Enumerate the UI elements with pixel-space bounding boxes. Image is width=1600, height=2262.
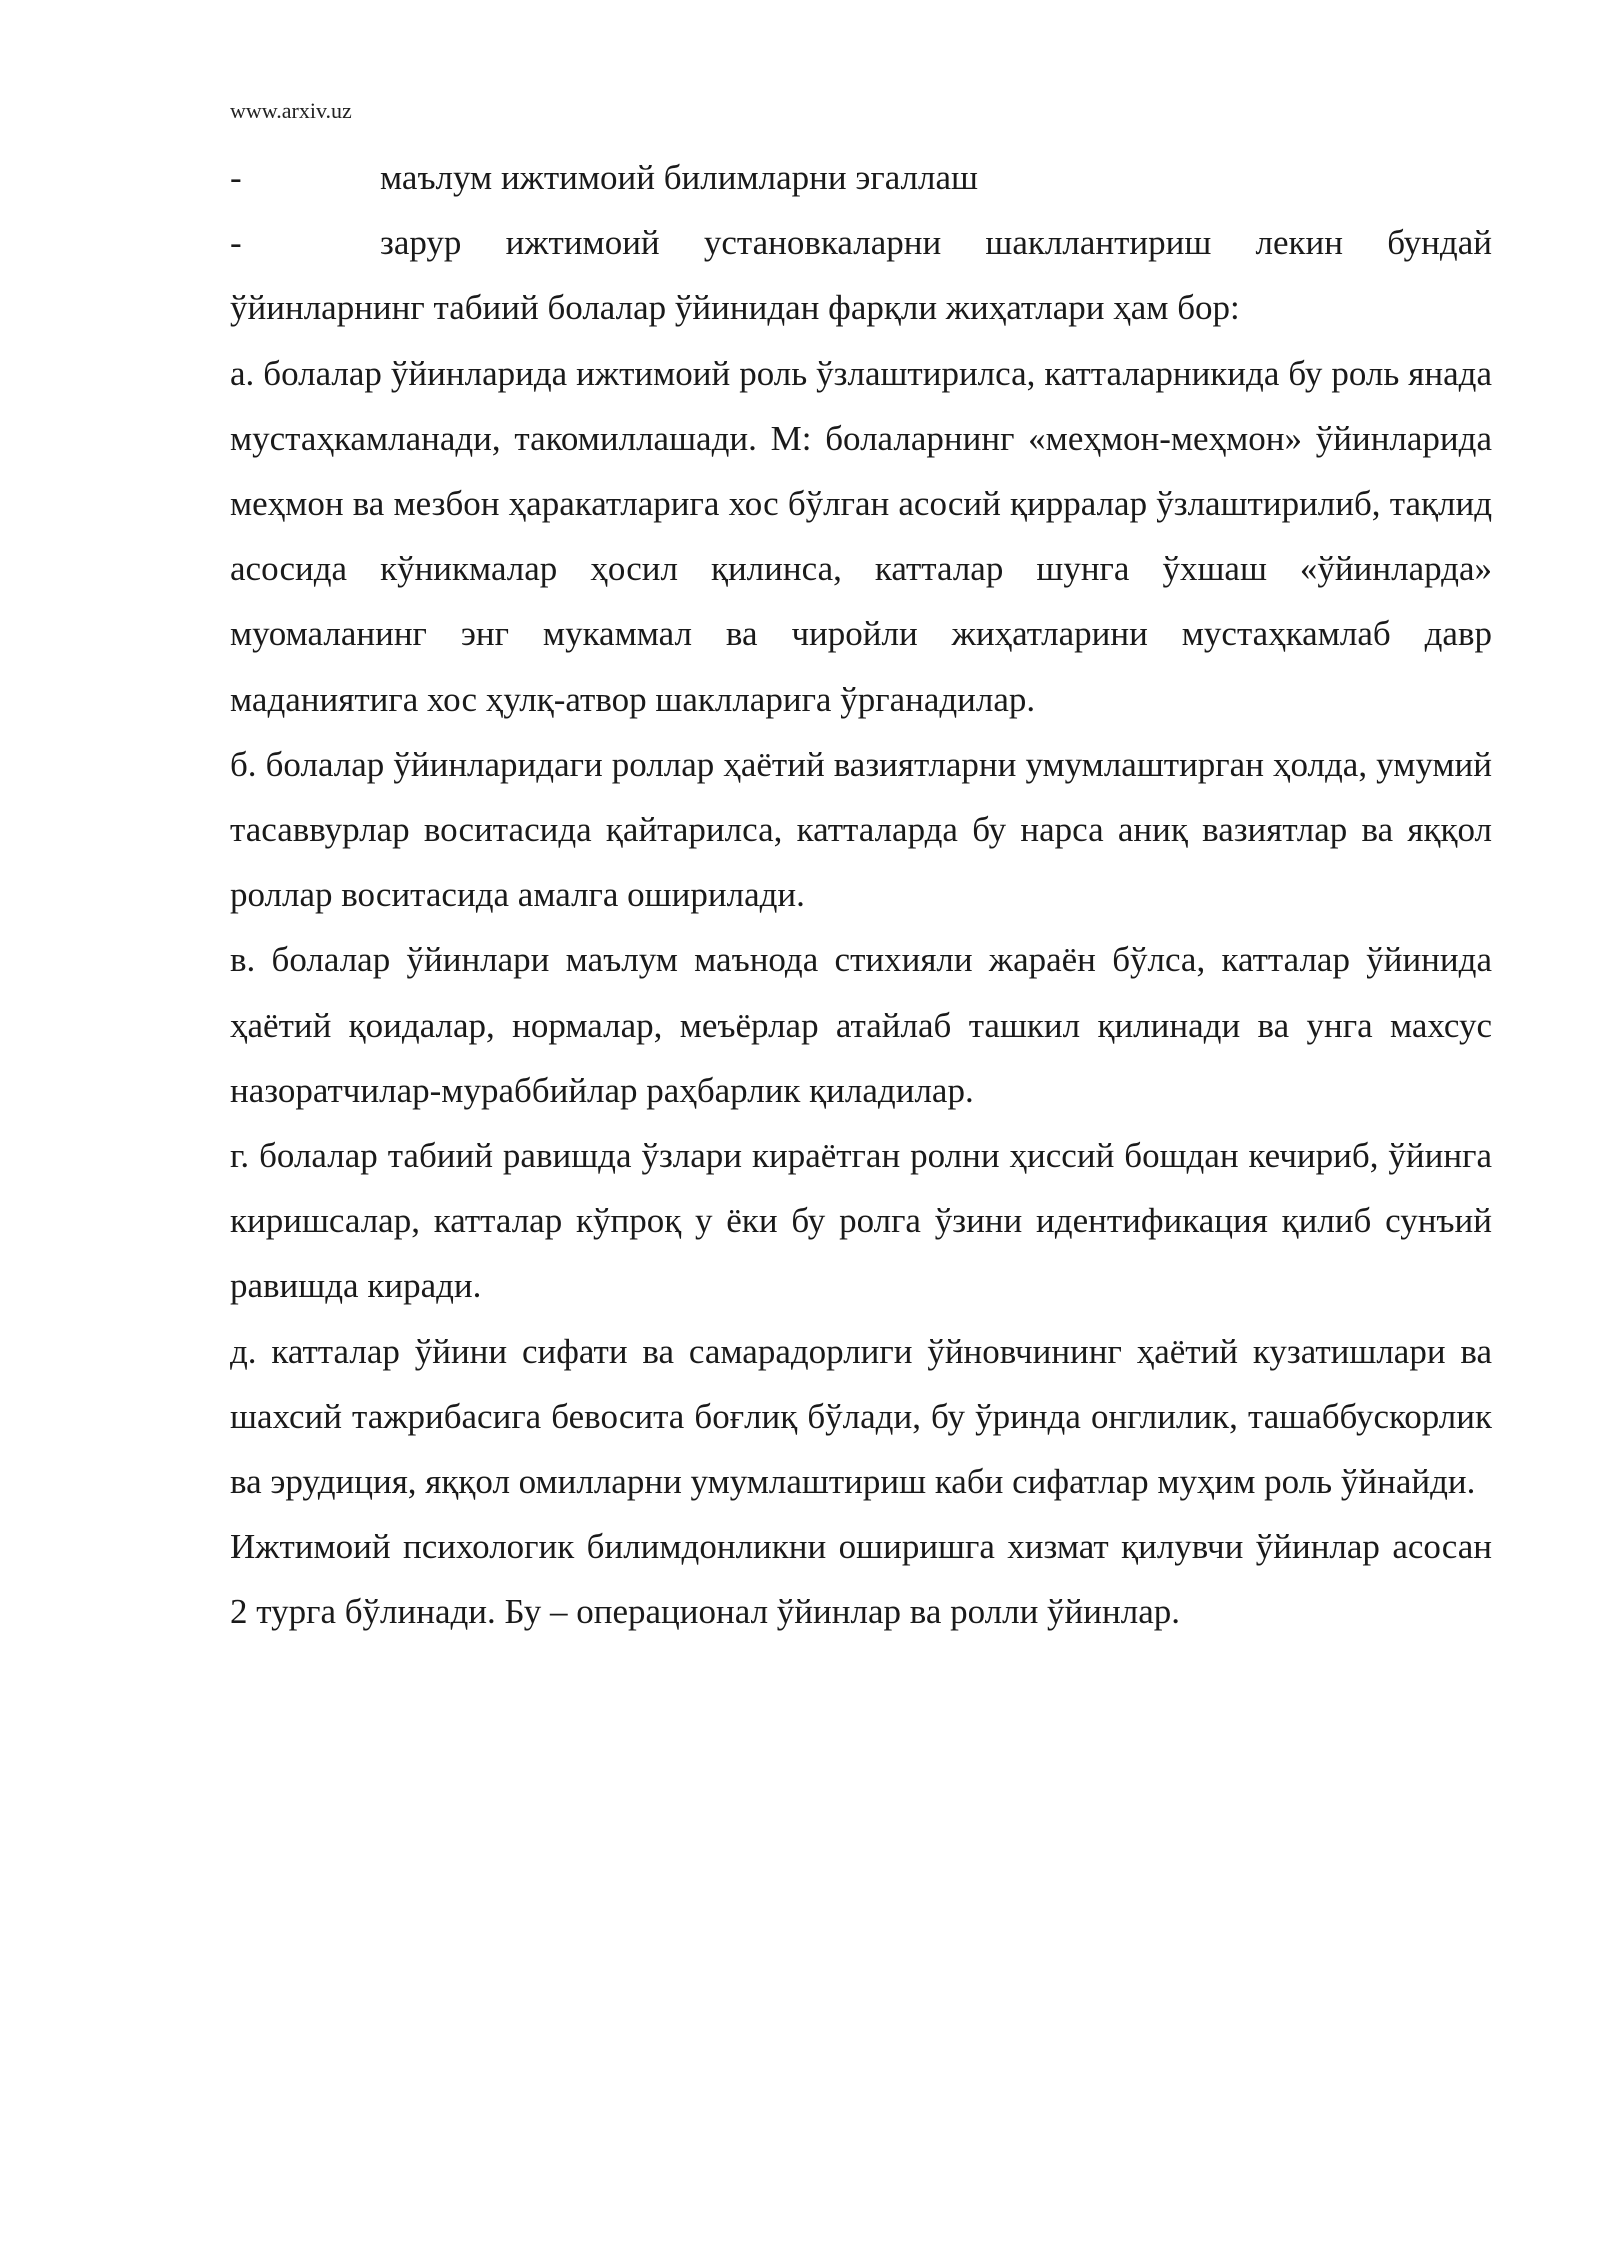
bullet-dash: -: [230, 158, 242, 197]
paragraph-item-b: б. болалар ўйинларидаги роллар ҳаётий вазиятларни умумлаштирган ҳолда, умумий тасаввурлар воситасида қайтарилса, катталарда бу нарса аниқ вазиятлар ва яққол роллар воситасида амалга оширилади.: [230, 744, 1492, 915]
paragraph-item-d: д. катталар ўйини сифати ва самарадорлиги ўйновчининг ҳаётий кузатишлари ва шахсий тажрибасига бевосита боғлиқ бўлади, бу ўринда онглилик, ташаббускорлик ва эрудиция, яққол омилларни умумлаштириш каби сифатлар муҳим роль ўйнайди.: [230, 1331, 1492, 1502]
bullet-dash: -: [230, 223, 242, 263]
bullet-item-1: [230, 145, 1492, 210]
bullet-text: маълум ижтимоий билимларни эгаллаш: [380, 158, 978, 197]
paragraph-item-a: а. болалар ўйинларида ижтимоий роль ўзлаштирилса, катталарникида бу роль янада мустаҳкамланади, такомиллашади. М: болаларнинг «меҳмон-меҳмон» ўйинларида меҳмон ва мезбон ҳаракатларига хос бўлган асосий қирралар ўзлаштирилиб, тақлид асосида кўникмалар ҳосил қилинса, катталар шунга ўхшаш «ўйинларда» муомаланинг энг мукаммал ва чиройли жиҳатларини мустаҳкамлаб давр маданиятига хос ҳулқ-атвор шаклларига ўрганадилар.: [230, 353, 1492, 719]
paragraph-continuation: ўйинларнинг табиий болалар ўйинидан фарқли жиҳатлари ҳам бор:: [230, 288, 1240, 328]
bullet-text: зарур ижтимоий установкаларни шакллантириш лекин бундай: [380, 223, 1492, 263]
paragraph-conclusion: Ижтимоий психологик билимдонликни оширишга хизмат қилувчи ўйинлар асосан 2 турга бўлинади. Бу – операционал ўйинлар ва ролли ўйинлар.: [230, 1527, 1492, 1632]
paragraph-item-g: г. болалар табиий равишда ўзлари кираётган ролни ҳиссий бошдан кечириб, ўйинга киришсалар, катталар кўпроқ у ёки бу ролга ўзини идентификация қилиб сунъий равишда киради.: [230, 1136, 1492, 1306]
site-url-header: www.arxiv.uz: [230, 98, 352, 123]
paragraph-item-v: в. болалар ўйинлари маълум маънода стихияли жараён бўлса, катталар ўйинида ҳаётий қоидалар, нормалар, меъёрлар атайлаб ташкил қилинади ва унга махсус назоратчилар-мураббийлар раҳбарлик қиладилар.: [230, 940, 1492, 1110]
document-body: [230, 145, 1492, 1645]
bullet-item-2: [230, 210, 1492, 275]
